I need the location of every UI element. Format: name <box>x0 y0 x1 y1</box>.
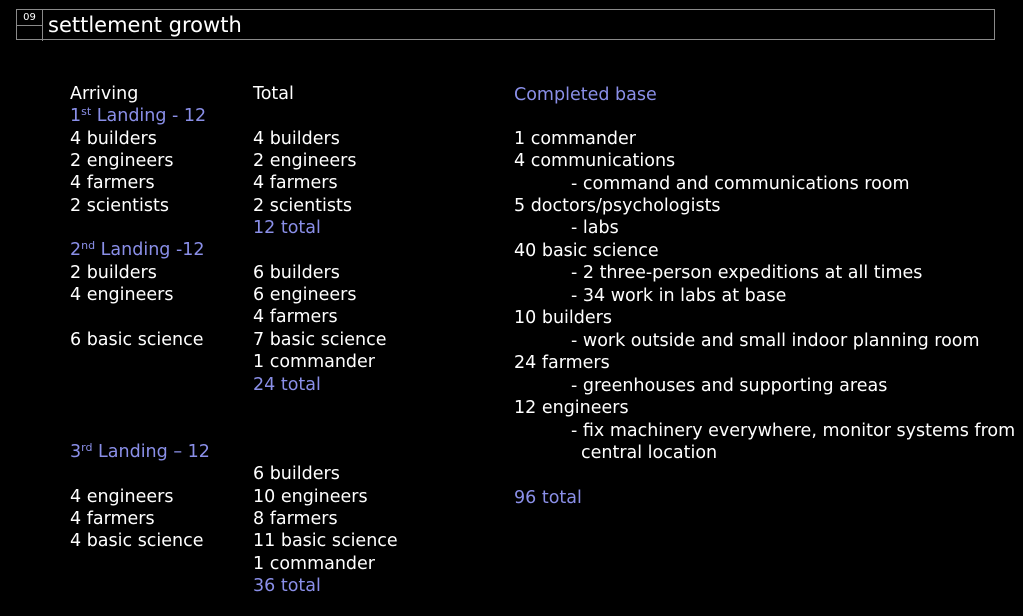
landing-3-total-row: 8 farmers <box>253 509 338 529</box>
landing-2-heading: 2nd Landing -12 <box>70 239 205 260</box>
slide-title: settlement growth <box>48 13 242 37</box>
completed-detail-line: - fix machinery everywhere, monitor systems from <box>571 421 1016 441</box>
landing-2-arriving-row: 2 builders <box>70 263 157 283</box>
landing-3-heading: 3rd Landing – 12 <box>70 441 210 462</box>
completed-total-label: 96 total <box>514 488 582 508</box>
total-header: Total <box>253 84 294 104</box>
landing-3-arriving-row: 4 engineers <box>70 487 174 507</box>
slide-header <box>16 9 995 40</box>
landing-2-total-row: 1 commander <box>253 352 376 372</box>
arriving-header: Arriving <box>70 84 139 104</box>
completed-detail-line: - labs <box>571 218 619 238</box>
landing-1-heading: 1st Landing - 12 <box>70 105 207 126</box>
landing-1-arriving-row: 2 scientists <box>70 196 169 216</box>
landing-3-arriving-row: 4 farmers <box>70 509 155 529</box>
slide-number: 09 <box>17 10 42 26</box>
completed-line: 40 basic science <box>514 241 659 261</box>
completed-line: 1 commander <box>514 129 637 149</box>
landing-1-total-row: 4 builders <box>253 129 340 149</box>
landing-2-total-row: 6 engineers <box>253 285 357 305</box>
landing-1-total-row: 4 farmers <box>253 173 338 193</box>
completed-detail-line: - 34 work in labs at base <box>571 286 787 306</box>
landing-1-total-label: 12 total <box>253 218 321 238</box>
landing-2-total-row: 6 builders <box>253 263 340 283</box>
landing-3-arriving-row: 4 basic science <box>70 531 204 551</box>
landing-2-total-row: 4 farmers <box>253 307 338 327</box>
completed-detail-line: - work outside and small indoor planning room <box>571 331 980 351</box>
completed-detail-line: - greenhouses and supporting areas <box>571 376 888 396</box>
landing-2-arriving-row: 4 engineers <box>70 285 174 305</box>
completed-detail-line: - command and communications room <box>571 174 910 194</box>
landing-2-total-row: 7 basic science <box>253 330 387 350</box>
completed-detail-continuation: central location <box>581 443 718 463</box>
completed-line: 12 engineers <box>514 398 629 418</box>
landing-3-total-row: 1 commander <box>253 554 376 574</box>
landing-1-total-row: 2 engineers <box>253 151 357 171</box>
completed-line: 4 communications <box>514 151 676 171</box>
completed-line: 5 doctors/psychologists <box>514 196 721 216</box>
landing-3-total-row: 11 basic science <box>253 531 398 551</box>
completed-line: 10 builders <box>514 308 612 328</box>
landing-1-arriving-row: 4 farmers <box>70 173 155 193</box>
slide-number-box <box>17 10 43 41</box>
landing-2-arriving-row: 6 basic science <box>70 330 204 350</box>
landing-3-total-label: 36 total <box>253 576 321 596</box>
completed-line: 24 farmers <box>514 353 610 373</box>
landing-1-arriving-row: 2 engineers <box>70 151 174 171</box>
landing-3-total-row: 6 builders <box>253 464 340 484</box>
landing-3-total-row: 10 engineers <box>253 487 368 507</box>
landing-1-total-row: 2 scientists <box>253 196 352 216</box>
landing-2-total-label: 24 total <box>253 375 321 395</box>
completed-detail-line: - 2 three-person expeditions at all times <box>571 263 923 283</box>
completed-base-heading: Completed base <box>514 85 657 105</box>
landing-1-arriving-row: 4 builders <box>70 129 157 149</box>
